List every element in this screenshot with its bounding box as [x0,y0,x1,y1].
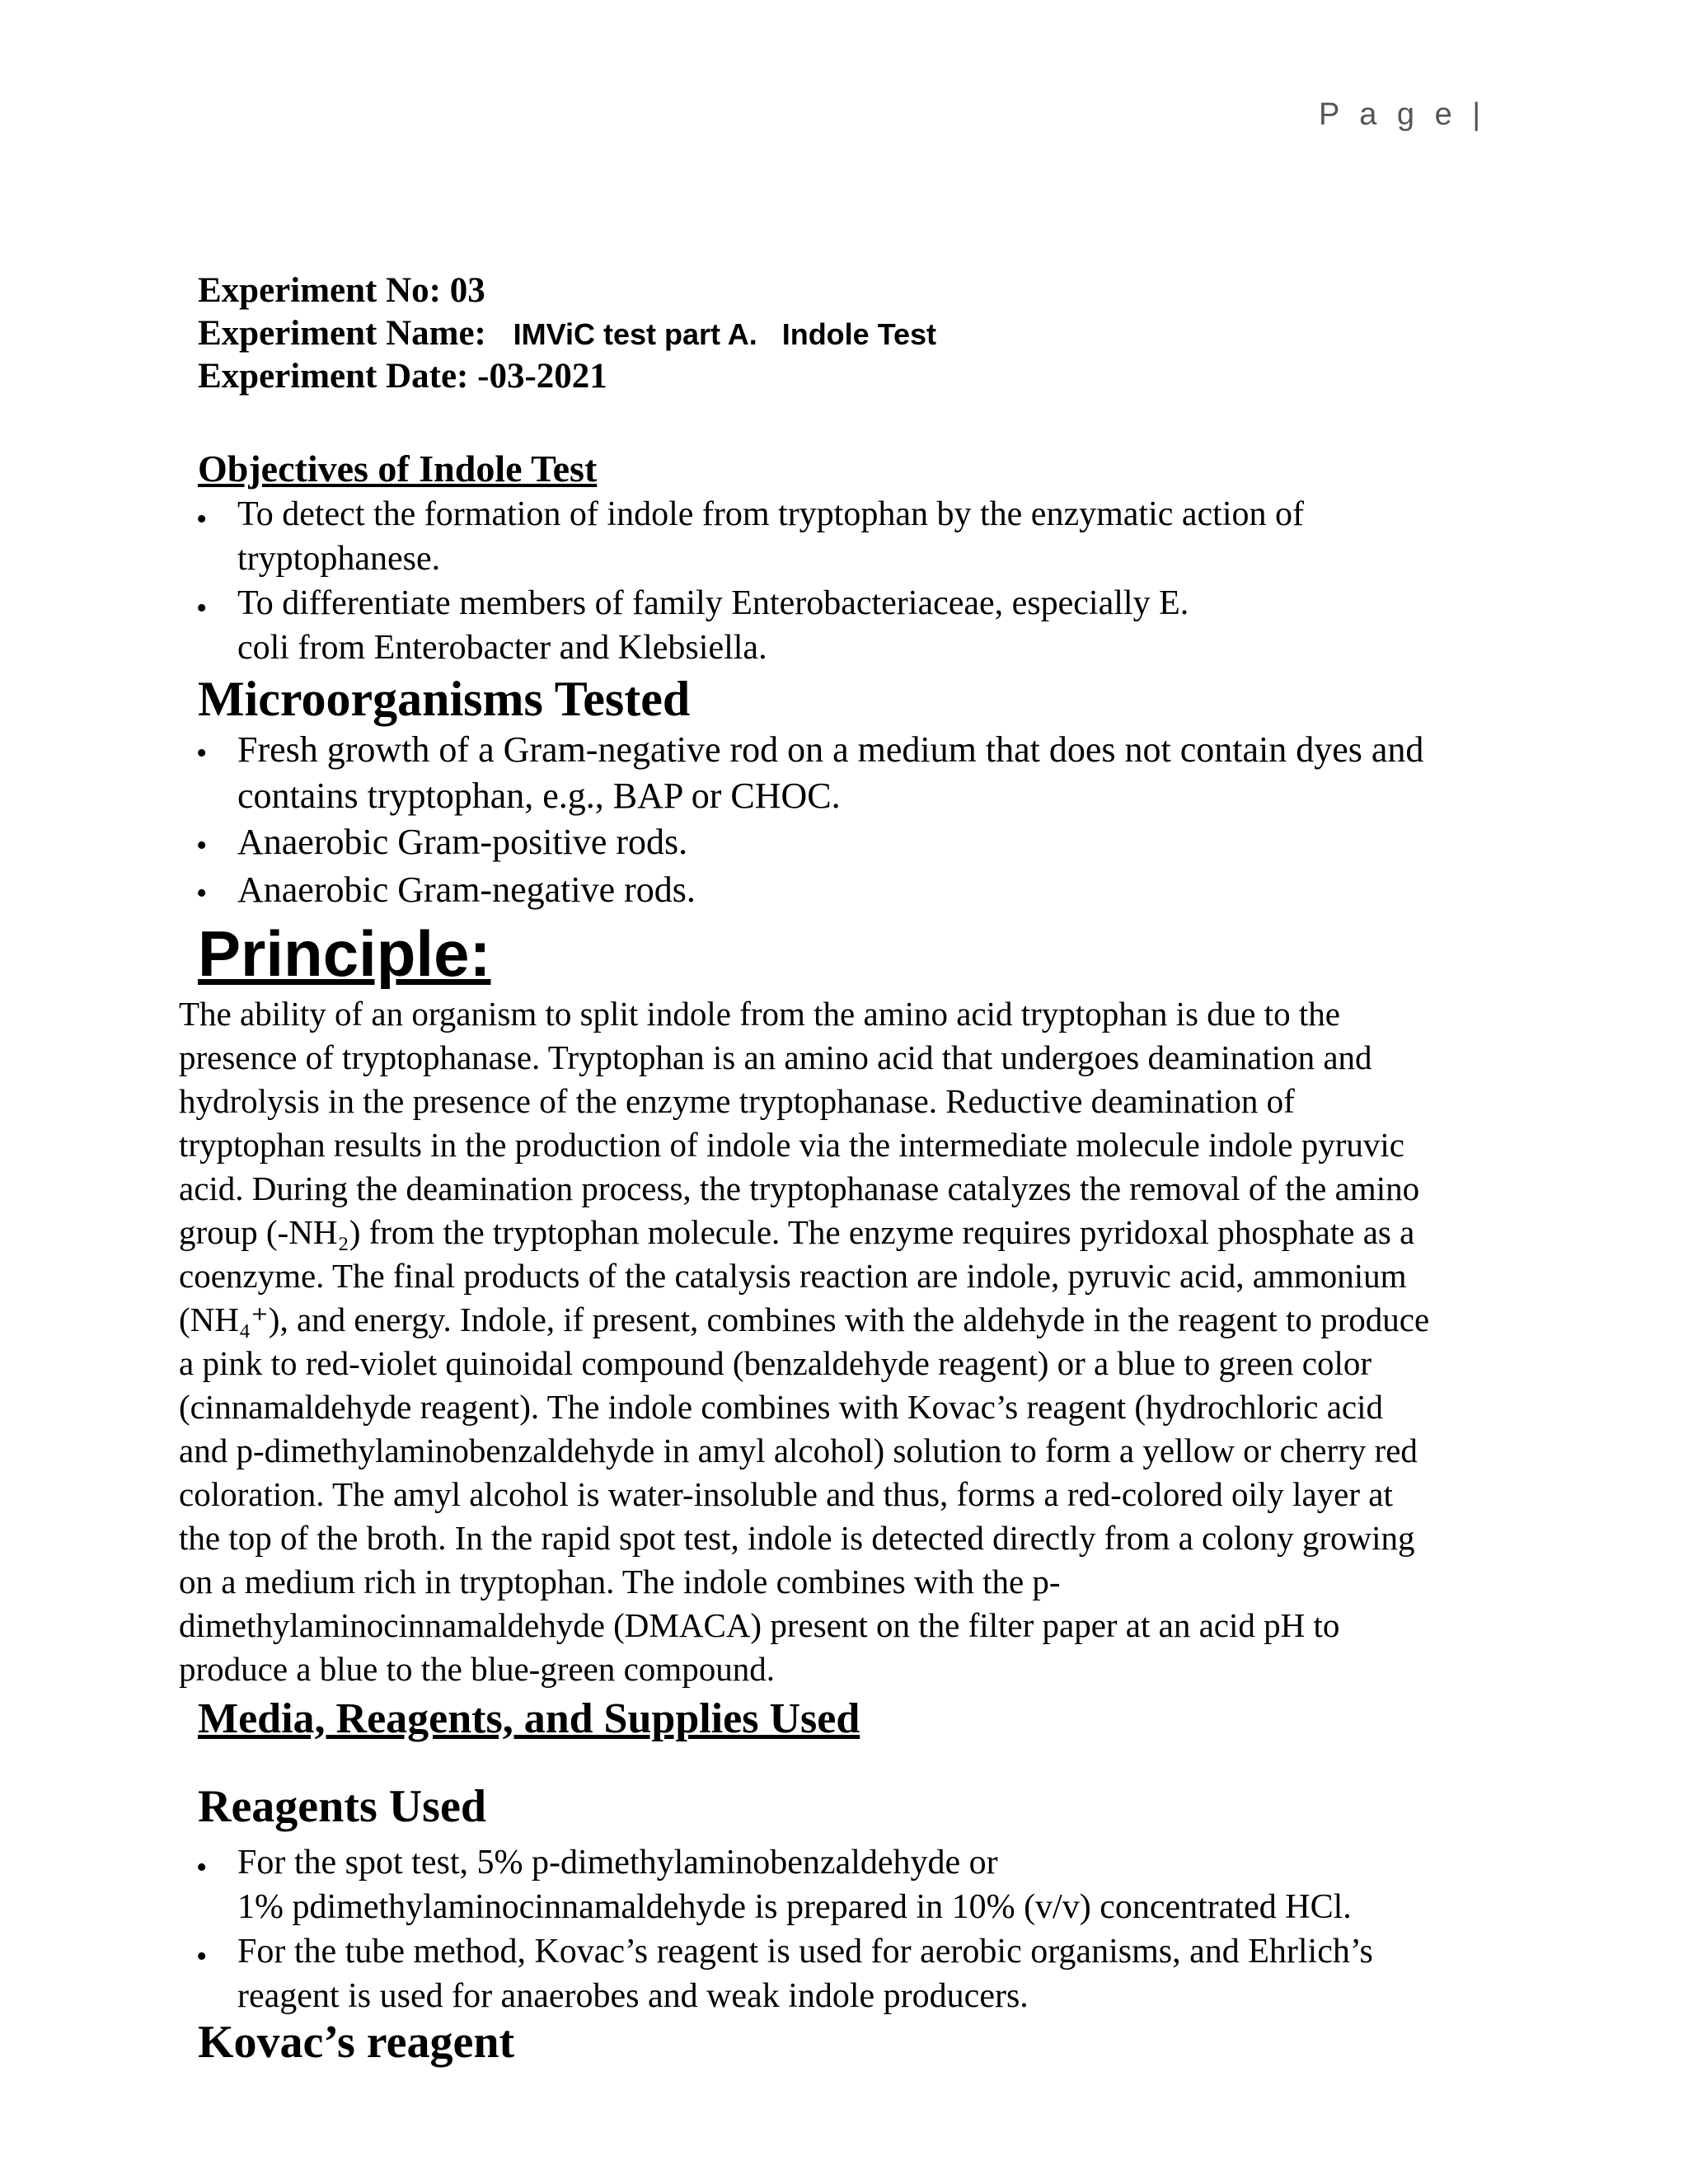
bullet-icon: • [196,1939,208,1974]
bullet-icon: • [196,1850,208,1885]
microorganism-line: Fresh growth of a Gram-negative rod on a medium that does not contain dyes and [237,729,1424,770]
principle-line: coloration. The amyl alcohol is water-insoluble and thus, forms a red-colored oily layer at [179,1475,1393,1513]
principle-line: presence of tryptophanase. Tryptophan is an amino acid that undergoes deamination and [179,1038,1372,1076]
experiment-date: Experiment Date: -03-2021 [198,357,607,396]
principle-line: on a medium rich in tryptophan. The indole combines with the p- [179,1563,1061,1601]
objective-line: coli from Enterobacter and Klebsiella. [237,629,767,667]
objective-line: To detect the formation of indole from tryptophan by the enzymatic action of [237,495,1304,533]
media-heading: Media, Reagents, and Supplies Used [198,1695,860,1742]
experiment-name-row [198,313,936,354]
principle-heading: Principle: [198,917,491,990]
page-number-label: P a g e | [1319,97,1487,132]
principle-line: dimethylaminocinnamaldehyde (DMACA) present on the filter paper at an acid pH to [179,1606,1340,1644]
principle-line: The ability of an organism to split indole from the amino acid tryptophan is due to the [179,995,1340,1033]
experiment-name-label: Experiment Name: [198,314,486,353]
reagent-line: For the spot test, 5% p-dimethylaminobenzaldehyde or [237,1844,998,1882]
bullet-icon: • [196,591,208,626]
microorganism-line: contains tryptophan, e.g., BAP or CHOC. [237,776,841,816]
microorganism-line: Anaerobic Gram-negative rods. [237,869,696,910]
principle-line: a pink to red-violet quinoidal compound (benzaldehyde reagent) or a blue to green color [179,1344,1372,1382]
experiment-name-value: IMViC test part A. Indole Test [513,317,937,351]
bullet-icon: • [196,502,208,537]
experiment-number: Experiment No: 03 [198,271,485,310]
objectives-heading: Objectives of Indole Test [198,448,598,490]
reagent-line: For the tube method, Kovac’s reagent is used for aerobic organisms, and Ehrlich’s [237,1933,1373,1971]
principle-line: tryptophan results in the production of indole via the intermediate molecule indole pyruvic [179,1126,1404,1164]
kovac-reagent-heading: Kovac’s reagent [198,2017,515,2068]
bullet-icon: • [196,736,208,771]
principle-line: coenzyme. The final products of the catalysis reaction are indole, pyruvic acid, ammonium [179,1257,1407,1295]
microorganisms-heading: Microorganisms Tested [198,672,691,726]
reagent-line: 1% pdimethylaminocinnamaldehyde is prepared in 10% (v/v) concentrated HCl. [237,1888,1352,1926]
principle-line: the top of the broth. In the rapid spot test, indole is detected directly from a colony growing [179,1519,1415,1557]
microorganism-line: Anaerobic Gram-positive rods. [237,822,688,862]
reagents-heading: Reagents Used [198,1781,486,1832]
principle-line: and p-dimethylaminobenzaldehyde in amyl alcohol) solution to form a yellow or cherry red [179,1432,1418,1469]
reagent-line: reagent is used for anaerobes and weak indole producers. [237,1977,1029,2015]
principle-line: produce a blue to the blue-green compound. [179,1650,775,1688]
principle-line: (NH₄⁺), and energy. Indole, if present, combines with the aldehyde in the reagent to produce [179,1301,1430,1338]
objective-line: tryptophanese. [237,540,441,578]
objective-line: To differentiate members of family Enterobacteriaceae, especially E. [237,584,1189,622]
principle-line: group (-NH₂) from the tryptophan molecule. The enzyme requires pyridoxal phosphate as a [179,1213,1415,1251]
principle-line: acid. During the deamination process, the tryptophanase catalyzes the removal of the amino [179,1169,1420,1207]
principle-line: (cinnamaldehyde reagent). The indole combines with Kovac’s reagent (hydrochloric acid [179,1388,1384,1426]
bullet-icon: • [196,828,208,863]
principle-line: hydrolysis in the presence of the enzyme tryptophanase. Reductive deamination of [179,1082,1295,1120]
bullet-icon: • [196,876,208,911]
